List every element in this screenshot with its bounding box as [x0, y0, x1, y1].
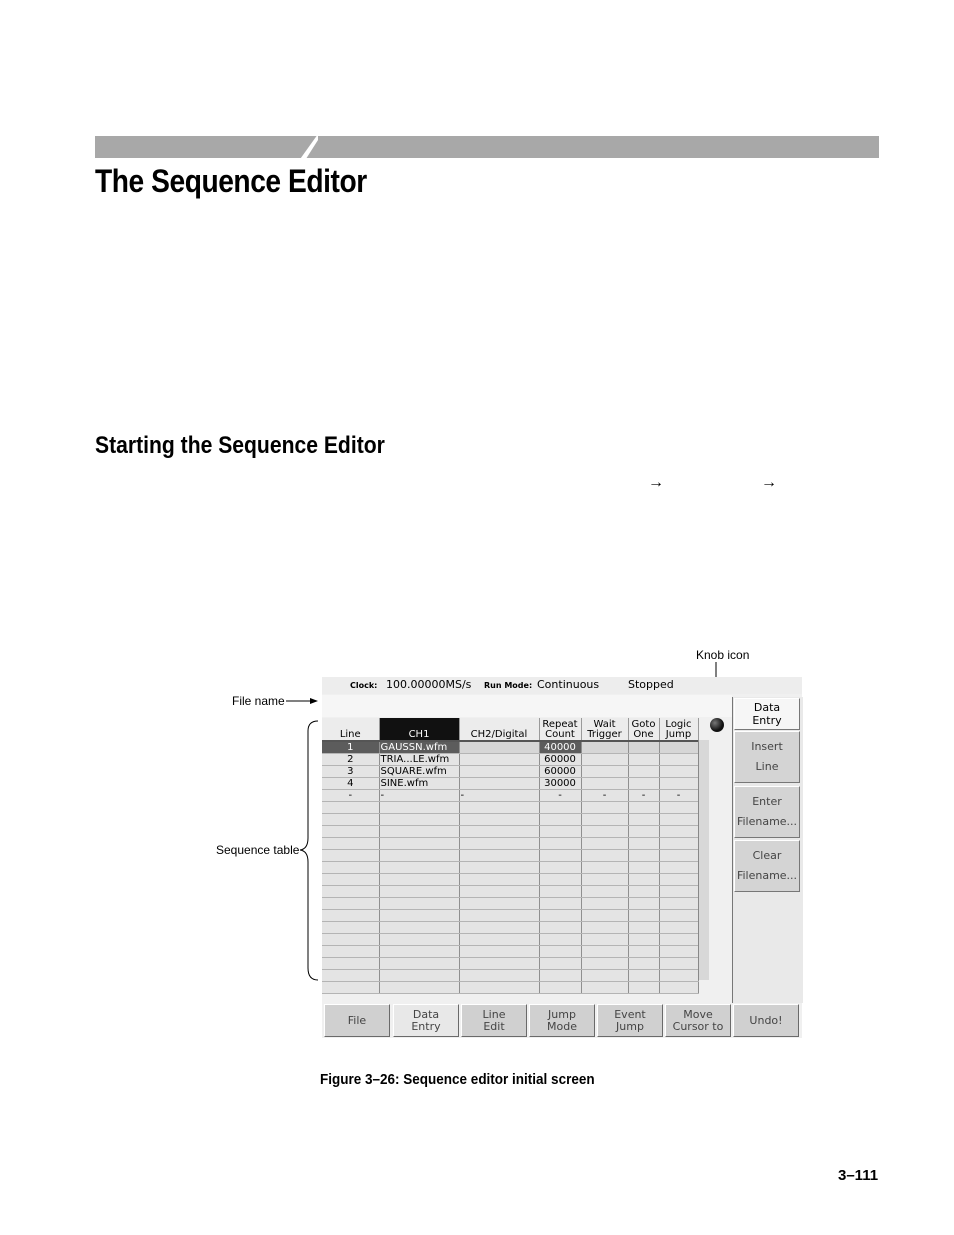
cell-repeat-count[interactable] — [539, 970, 581, 982]
cell-wait-trigger[interactable] — [581, 958, 628, 970]
cell-goto-one[interactable] — [628, 922, 659, 934]
cell-repeat-count[interactable] — [539, 874, 581, 886]
move-cursor-to-button[interactable]: Move Cursor to — [665, 1004, 731, 1037]
cell-line[interactable] — [322, 910, 379, 922]
cell-ch2[interactable]: - — [459, 790, 539, 802]
cell-repeat-count[interactable]: 60000 — [539, 754, 581, 766]
cell-logic-jump[interactable]: - — [659, 790, 698, 802]
enter-filename-button[interactable]: Enter Filename... — [734, 786, 800, 838]
cell-line[interactable]: 4 — [322, 778, 379, 790]
cell-goto-one[interactable] — [628, 982, 659, 994]
table-row[interactable] — [322, 790, 698, 802]
cell-line[interactable] — [322, 934, 379, 946]
jump-mode-button[interactable]: Jump Mode — [529, 1004, 595, 1037]
cell-ch1[interactable] — [379, 874, 459, 886]
cell-logic-jump[interactable] — [659, 838, 698, 850]
clear-filename-button[interactable]: Clear Filename... — [734, 840, 800, 892]
cell-ch2[interactable] — [459, 802, 539, 814]
cell-ch2[interactable] — [459, 862, 539, 874]
cell-logic-jump[interactable] — [659, 982, 698, 994]
cell-ch2[interactable] — [459, 874, 539, 886]
data-entry-side-button[interactable]: Data Entry — [734, 698, 800, 730]
table-row[interactable] — [322, 934, 698, 946]
cell-ch2[interactable] — [459, 970, 539, 982]
cell-logic-jump[interactable] — [659, 826, 698, 838]
event-jump-button[interactable]: Event Jump — [597, 1004, 663, 1037]
cell-ch1[interactable] — [379, 910, 459, 922]
cell-goto-one[interactable] — [628, 778, 659, 790]
cell-repeat-count[interactable] — [539, 826, 581, 838]
cell-ch1[interactable] — [379, 886, 459, 898]
cell-goto-one[interactable] — [628, 850, 659, 862]
table-row[interactable] — [322, 826, 698, 838]
column-header-ch2[interactable]: CH2/Digital — [459, 718, 539, 741]
cell-ch1[interactable] — [379, 958, 459, 970]
cell-line[interactable]: 2 — [322, 754, 379, 766]
cell-repeat-count[interactable] — [539, 838, 581, 850]
cell-ch2[interactable] — [459, 850, 539, 862]
cell-wait-trigger[interactable] — [581, 934, 628, 946]
cell-goto-one[interactable] — [628, 934, 659, 946]
cell-goto-one[interactable] — [628, 826, 659, 838]
cell-wait-trigger[interactable] — [581, 970, 628, 982]
table-row[interactable] — [322, 862, 698, 874]
table-row[interactable] — [322, 778, 698, 790]
table-row[interactable] — [322, 741, 698, 754]
column-header-repeat-count[interactable]: Repeat Count — [539, 718, 581, 741]
cell-ch2[interactable] — [459, 766, 539, 778]
cell-line[interactable] — [322, 874, 379, 886]
cell-wait-trigger[interactable] — [581, 766, 628, 778]
cell-repeat-count[interactable] — [539, 886, 581, 898]
cell-ch2[interactable] — [459, 814, 539, 826]
cell-wait-trigger[interactable] — [581, 874, 628, 886]
cell-logic-jump[interactable] — [659, 862, 698, 874]
cell-ch1[interactable] — [379, 838, 459, 850]
cell-ch1[interactable] — [379, 850, 459, 862]
cell-goto-one[interactable] — [628, 898, 659, 910]
cell-repeat-count[interactable] — [539, 862, 581, 874]
cell-ch2[interactable] — [459, 934, 539, 946]
cell-line[interactable] — [322, 898, 379, 910]
table-scrollbar[interactable] — [698, 740, 709, 980]
cell-ch2[interactable] — [459, 741, 539, 754]
cell-logic-jump[interactable] — [659, 898, 698, 910]
cell-ch2[interactable] — [459, 898, 539, 910]
cell-wait-trigger[interactable] — [581, 886, 628, 898]
cell-logic-jump[interactable] — [659, 946, 698, 958]
cell-wait-trigger[interactable] — [581, 814, 628, 826]
table-row[interactable] — [322, 982, 698, 994]
table-row[interactable] — [322, 898, 698, 910]
cell-ch2[interactable] — [459, 886, 539, 898]
line-edit-button[interactable]: Line Edit — [461, 1004, 527, 1037]
cell-repeat-count[interactable]: 30000 — [539, 778, 581, 790]
file-name-callout: File name — [232, 694, 285, 708]
sequence-table-body — [322, 741, 698, 994]
cell-repeat-count[interactable] — [539, 982, 581, 994]
cell-repeat-count[interactable] — [539, 814, 581, 826]
table-row[interactable] — [322, 766, 698, 778]
data-entry-button[interactable]: Data Entry — [393, 1004, 459, 1037]
cell-repeat-count[interactable] — [539, 934, 581, 946]
column-header-ch1[interactable]: CH1 — [379, 718, 459, 741]
cell-logic-jump[interactable] — [659, 958, 698, 970]
cell-line[interactable] — [322, 982, 379, 994]
cell-goto-one[interactable] — [628, 910, 659, 922]
cell-repeat-count[interactable]: 60000 — [539, 766, 581, 778]
cell-repeat-count[interactable] — [539, 946, 581, 958]
table-row[interactable] — [322, 802, 698, 814]
cell-logic-jump[interactable] — [659, 802, 698, 814]
table-row[interactable] — [322, 814, 698, 826]
cell-ch1[interactable] — [379, 970, 459, 982]
run-state: Stopped — [628, 678, 674, 691]
table-row[interactable] — [322, 910, 698, 922]
cell-logic-jump[interactable] — [659, 850, 698, 862]
sequence-table — [322, 718, 699, 994]
cell-ch1[interactable] — [379, 922, 459, 934]
cell-wait-trigger[interactable] — [581, 778, 628, 790]
table-row[interactable] — [322, 874, 698, 886]
cell-ch2[interactable] — [459, 946, 539, 958]
cell-goto-one[interactable] — [628, 814, 659, 826]
cell-ch1[interactable]: SINE.wfm — [379, 778, 459, 790]
cell-repeat-count[interactable] — [539, 922, 581, 934]
knob-icon-callout: Knob icon — [696, 648, 750, 662]
cell-ch2[interactable] — [459, 754, 539, 766]
cell-ch1[interactable] — [379, 826, 459, 838]
cell-goto-one[interactable] — [628, 970, 659, 982]
cell-goto-one[interactable] — [628, 958, 659, 970]
cell-ch1[interactable] — [379, 862, 459, 874]
file-name-field — [322, 695, 732, 717]
cell-line[interactable]: 3 — [322, 766, 379, 778]
cell-logic-jump[interactable] — [659, 934, 698, 946]
cell-ch1[interactable]: SQUARE.wfm — [379, 766, 459, 778]
cell-ch2[interactable] — [459, 982, 539, 994]
cell-wait-trigger[interactable] — [581, 826, 628, 838]
table-row[interactable] — [322, 946, 698, 958]
cell-goto-one[interactable] — [628, 886, 659, 898]
cell-goto-one[interactable] — [628, 838, 659, 850]
clock-label: Clock: — [350, 681, 378, 690]
cell-repeat-count[interactable] — [539, 898, 581, 910]
cell-logic-jump[interactable] — [659, 970, 698, 982]
arrow-icon: → — [761, 474, 777, 491]
run-mode-label: Run Mode: — [484, 681, 533, 690]
cell-goto-one[interactable] — [628, 741, 659, 754]
cell-wait-trigger[interactable] — [581, 910, 628, 922]
column-header-logic-jump[interactable]: Logic Jump — [659, 718, 698, 741]
cell-line[interactable] — [322, 886, 379, 898]
table-row[interactable] — [322, 970, 698, 982]
cell-ch1[interactable]: GAUSSN.wfm — [379, 741, 459, 754]
cell-ch1[interactable] — [379, 814, 459, 826]
cell-logic-jump[interactable] — [659, 778, 698, 790]
cell-logic-jump[interactable] — [659, 766, 698, 778]
cell-wait-trigger[interactable] — [581, 741, 628, 754]
page-title: The Sequence Editor — [95, 163, 367, 199]
clock-value: 100.00000MS/s — [386, 678, 472, 691]
cell-line[interactable]: - — [322, 790, 379, 802]
cell-line[interactable] — [322, 946, 379, 958]
cell-ch2[interactable] — [459, 778, 539, 790]
cell-wait-trigger[interactable] — [581, 922, 628, 934]
cell-line[interactable] — [322, 970, 379, 982]
cell-ch1[interactable]: - — [379, 790, 459, 802]
section-title: Starting the Sequence Editor — [95, 432, 385, 459]
cell-wait-trigger[interactable] — [581, 982, 628, 994]
cell-wait-trigger[interactable] — [581, 850, 628, 862]
cell-logic-jump[interactable] — [659, 814, 698, 826]
cell-line[interactable] — [322, 814, 379, 826]
cell-repeat-count[interactable] — [539, 850, 581, 862]
cell-repeat-count[interactable]: - — [539, 790, 581, 802]
cell-ch2[interactable] — [459, 958, 539, 970]
column-header-goto-one[interactable]: Goto One — [628, 718, 659, 741]
cell-goto-one[interactable] — [628, 802, 659, 814]
figure-caption: Figure 3–26: Sequence editor initial screen — [320, 1071, 595, 1088]
cell-logic-jump[interactable] — [659, 886, 698, 898]
cell-goto-one[interactable] — [628, 874, 659, 886]
cell-goto-one[interactable] — [628, 946, 659, 958]
sequence-table-callout: Sequence table — [216, 843, 300, 857]
cell-repeat-count[interactable]: 40000 — [539, 741, 581, 754]
cell-repeat-count[interactable] — [539, 910, 581, 922]
status-bar — [322, 677, 802, 694]
cell-line[interactable] — [322, 838, 379, 850]
table-row[interactable] — [322, 958, 698, 970]
file-button[interactable]: File — [324, 1004, 390, 1037]
cell-wait-trigger[interactable] — [581, 838, 628, 850]
cell-wait-trigger[interactable] — [581, 862, 628, 874]
knob-icon — [710, 718, 724, 732]
page-number: 3–111 — [838, 1167, 879, 1184]
cell-logic-jump[interactable] — [659, 910, 698, 922]
cell-logic-jump[interactable] — [659, 741, 698, 754]
cell-logic-jump[interactable] — [659, 922, 698, 934]
cell-logic-jump[interactable] — [659, 874, 698, 886]
cell-ch1[interactable] — [379, 946, 459, 958]
cell-repeat-count[interactable] — [539, 958, 581, 970]
cell-line[interactable] — [322, 862, 379, 874]
cell-wait-trigger[interactable]: - — [581, 790, 628, 802]
cell-ch1[interactable] — [379, 802, 459, 814]
table-header-row — [322, 718, 698, 741]
cell-ch2[interactable] — [459, 922, 539, 934]
cell-logic-jump[interactable] — [659, 754, 698, 766]
table-row[interactable] — [322, 922, 698, 934]
run-mode-value: Continuous — [537, 678, 600, 691]
cell-goto-one[interactable] — [628, 754, 659, 766]
table-row[interactable] — [322, 754, 698, 766]
table-row[interactable] — [322, 850, 698, 862]
cell-wait-trigger[interactable] — [581, 898, 628, 910]
cell-repeat-count[interactable] — [539, 802, 581, 814]
cell-line[interactable] — [322, 802, 379, 814]
arrow-icon: → — [648, 474, 664, 491]
cell-ch2[interactable] — [459, 910, 539, 922]
cell-ch1[interactable] — [379, 982, 459, 994]
cell-goto-one[interactable] — [628, 862, 659, 874]
cell-ch2[interactable] — [459, 826, 539, 838]
cell-ch1[interactable] — [379, 898, 459, 910]
cell-ch2[interactable] — [459, 838, 539, 850]
cell-wait-trigger[interactable] — [581, 754, 628, 766]
cell-line[interactable] — [322, 922, 379, 934]
undo-button[interactable]: Undo! — [733, 1004, 799, 1037]
cell-line[interactable]: 1 — [322, 741, 379, 754]
cell-ch1[interactable]: TRIA...LE.wfm — [379, 754, 459, 766]
cell-line[interactable] — [322, 850, 379, 862]
cell-line[interactable] — [322, 958, 379, 970]
table-row[interactable] — [322, 838, 698, 850]
cell-wait-trigger[interactable] — [581, 802, 628, 814]
cell-line[interactable] — [322, 826, 379, 838]
column-header-line[interactable]: Line — [322, 718, 379, 741]
table-row[interactable] — [322, 886, 698, 898]
cell-ch1[interactable] — [379, 934, 459, 946]
cell-goto-one[interactable] — [628, 766, 659, 778]
cell-wait-trigger[interactable] — [581, 946, 628, 958]
column-header-wait-trigger[interactable]: Wait Trigger — [581, 718, 628, 741]
insert-line-button[interactable]: Insert Line — [734, 731, 800, 783]
cell-goto-one[interactable]: - — [628, 790, 659, 802]
